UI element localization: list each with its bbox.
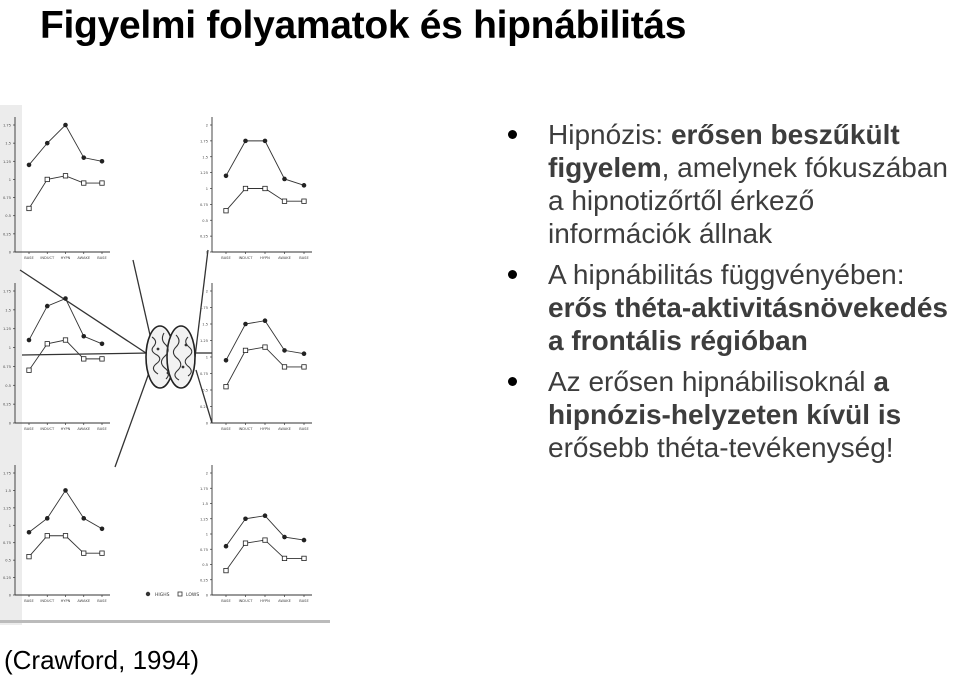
x-tick-label: BASE <box>221 256 231 260</box>
x-tick-label: BASE <box>97 427 107 431</box>
high-data-point <box>81 516 86 521</box>
x-tick-label: INDUCT <box>238 599 253 603</box>
x-tick-label: BASE <box>24 427 34 431</box>
low-data-point <box>82 551 86 555</box>
x-tick-label: BASE <box>299 599 309 603</box>
high-data-point <box>282 535 287 540</box>
x-tick-label: INDUCT <box>40 427 55 431</box>
y-tick-label: 1.5 <box>5 488 11 493</box>
high-data-point <box>243 139 248 144</box>
y-tick-label: 0.5 <box>5 214 11 219</box>
low-data-point <box>224 568 228 572</box>
x-tick-label: BASE <box>221 427 231 431</box>
y-tick-label: 1 <box>205 532 208 537</box>
high-data-point <box>81 334 86 339</box>
y-tick-label: 0.5 <box>202 563 208 567</box>
high-data-point <box>100 526 105 531</box>
x-tick-label: INDUCT <box>40 599 55 603</box>
high-data-point <box>302 538 307 543</box>
y-tick-label: 1.25 <box>2 327 11 332</box>
high-data-point <box>100 342 105 347</box>
bullet-list <box>508 118 958 472</box>
y-tick-label: 0 <box>8 250 11 255</box>
legend-high-label: HIGHS <box>155 593 170 598</box>
x-tick-label: HYPN <box>60 256 71 260</box>
high-data-point <box>45 516 50 521</box>
low-data-point <box>263 345 267 349</box>
bullet-bold-text: erős théta-aktivitásnövekedés a frontális régióban <box>548 292 948 356</box>
high-data-point <box>63 296 68 301</box>
low-data-point <box>302 556 306 560</box>
low-data-point <box>100 357 104 361</box>
figure-svg <box>0 105 330 625</box>
high-data-point <box>263 513 268 518</box>
x-tick-label: INDUCT <box>238 427 253 431</box>
high-data-point <box>63 488 68 493</box>
high-data-point <box>243 322 248 327</box>
y-tick-label: 0.75 <box>2 196 11 201</box>
y-tick-label: 1 <box>205 187 208 191</box>
y-tick-label: 0.5 <box>5 558 11 563</box>
low-data-point <box>27 368 31 372</box>
low-data-point <box>263 186 267 190</box>
x-tick-label: HYPN <box>260 427 270 431</box>
low-data-point <box>63 534 67 538</box>
x-tick-label: BASE <box>97 256 107 260</box>
x-tick-label: AWAKE <box>77 256 91 260</box>
y-tick-label: 1.75 <box>199 306 208 310</box>
low-data-point <box>82 357 86 361</box>
legend-low-label: LOWS <box>186 593 200 598</box>
bullet-item <box>508 365 958 464</box>
low-data-point <box>45 534 49 538</box>
x-tick-label: BASE <box>221 599 231 603</box>
x-tick-label: BASE <box>97 599 107 603</box>
y-tick-label: 1.75 <box>2 289 11 294</box>
legend-high-marker <box>146 592 150 596</box>
high-data-point <box>63 123 68 128</box>
x-tick-label: HYPN <box>260 256 270 260</box>
low-data-point <box>243 186 247 190</box>
y-tick-label: 0 <box>8 421 11 426</box>
high-data-point <box>81 155 86 160</box>
x-tick-label: AWAKE <box>77 427 91 431</box>
y-tick-label: 2 <box>205 471 208 476</box>
high-data-point <box>302 183 307 188</box>
low-data-point <box>82 181 86 185</box>
y-tick-label: 0.75 <box>2 364 11 369</box>
high-data-point <box>100 159 105 164</box>
y-tick-label: 0.25 <box>199 234 208 239</box>
high-data-point <box>263 318 268 323</box>
x-tick-label: AWAKE <box>278 427 291 431</box>
citation-caption: (Crawford, 1994) <box>4 645 200 675</box>
high-data-point <box>243 516 248 521</box>
high-data-point <box>302 351 307 356</box>
y-tick-label: 1.25 <box>199 517 208 522</box>
high-data-point <box>45 141 50 146</box>
y-tick-label: 0 <box>205 593 208 598</box>
slide-title: Figyelmi folyamatok és hipnábilitás <box>40 4 687 47</box>
x-tick-label: HYPN <box>60 599 71 603</box>
y-tick-label: 0.75 <box>199 547 208 552</box>
y-tick-label: 0.5 <box>5 383 11 388</box>
low-data-point <box>45 342 49 346</box>
y-tick-label: 1.5 <box>202 502 208 506</box>
low-data-point <box>263 538 267 542</box>
bullet-bold-text: a hipnózis-helyzeten kívül is <box>548 366 902 430</box>
high-data-point <box>27 530 32 535</box>
y-tick-label: 0.25 <box>2 232 11 237</box>
y-tick-label: 0.75 <box>2 541 11 546</box>
y-tick-label: 1.25 <box>2 159 11 164</box>
bullet-dot-icon <box>508 270 517 279</box>
y-tick-label: 0 <box>205 250 208 255</box>
high-data-point <box>224 358 229 363</box>
low-data-point <box>243 541 247 545</box>
y-tick-label: 1.75 <box>2 123 11 128</box>
x-tick-label: AWAKE <box>278 256 291 260</box>
low-data-point <box>27 206 31 210</box>
y-tick-label: 1.5 <box>202 322 208 327</box>
bullet-text: , amelynek fókuszában a hipnotizőrtől érkező információk állnak <box>548 152 948 249</box>
bullet-item <box>508 258 958 357</box>
bullet-text: Az erősen hipnábilisoknál <box>548 366 874 397</box>
y-tick-label: 0.75 <box>199 372 208 376</box>
low-data-point <box>282 365 286 369</box>
high-data-point <box>224 174 229 179</box>
y-tick-label: 1.75 <box>2 471 11 476</box>
y-tick-label: 1 <box>8 523 11 528</box>
high-data-point <box>282 348 287 353</box>
y-tick-label: 0 <box>205 421 208 426</box>
x-tick-label: AWAKE <box>77 599 91 603</box>
x-tick-label: BASE <box>24 599 34 603</box>
high-data-point <box>263 139 268 144</box>
y-tick-label: 1.75 <box>199 486 208 491</box>
low-data-point <box>243 348 247 352</box>
y-tick-label: 1.25 <box>2 506 11 511</box>
low-data-point <box>302 365 306 369</box>
y-tick-label: 0 <box>8 593 11 598</box>
y-tick-label: 0.25 <box>199 578 208 583</box>
bullet-text: Hipnózis: <box>548 119 671 150</box>
y-tick-label: 2 <box>205 123 208 128</box>
x-tick-label: BASE <box>299 427 309 431</box>
low-data-point <box>224 385 228 389</box>
high-data-point <box>27 163 32 168</box>
y-tick-label: 0.5 <box>202 388 208 393</box>
bullet-text: A hipnábilitás függvényében: <box>548 259 905 290</box>
y-tick-label: 0.25 <box>199 405 208 409</box>
y-tick-label: 1.5 <box>5 308 11 313</box>
bullet-dot-icon <box>508 130 517 139</box>
low-data-point <box>224 209 228 213</box>
high-data-point <box>27 338 32 343</box>
crawford-figure <box>0 105 330 625</box>
low-data-point <box>63 174 67 178</box>
x-tick-label: BASE <box>299 256 309 260</box>
y-tick-label: 0.25 <box>2 402 11 407</box>
y-tick-label: 1.5 <box>202 155 208 160</box>
y-tick-label: 1 <box>205 355 208 360</box>
y-tick-label: 0.75 <box>199 202 208 207</box>
bullet-bold-text: erősen beszűkült figyelem <box>548 119 900 183</box>
y-tick-label: 0.5 <box>202 218 208 223</box>
low-data-point <box>282 556 286 560</box>
y-tick-label: 1 <box>8 346 11 351</box>
x-tick-label: HYPN <box>260 599 270 603</box>
x-tick-label: HYPN <box>60 427 71 431</box>
high-data-point <box>224 544 229 549</box>
low-data-point <box>27 554 31 558</box>
bullet-item <box>508 118 958 250</box>
low-data-point <box>100 181 104 185</box>
y-tick-label: 2 <box>205 289 208 294</box>
low-data-point <box>302 199 306 203</box>
x-tick-label: BASE <box>24 256 34 260</box>
low-data-point <box>100 551 104 555</box>
x-tick-label: INDUCT <box>238 256 253 260</box>
high-data-point <box>282 177 287 182</box>
low-data-point <box>63 338 67 342</box>
y-tick-label: 1.5 <box>5 141 11 146</box>
low-data-point <box>282 199 286 203</box>
high-data-point <box>45 304 50 309</box>
bullet-text: erősebb théta-tevékenység! <box>548 432 894 463</box>
x-tick-label: AWAKE <box>278 599 291 603</box>
x-tick-label: INDUCT <box>40 256 55 260</box>
bullet-dot-icon <box>508 377 517 386</box>
y-tick-label: 1.25 <box>199 171 208 176</box>
y-tick-label: 1.75 <box>199 139 208 144</box>
y-tick-label: 1 <box>8 177 11 182</box>
y-tick-label: 1.25 <box>199 339 208 343</box>
low-data-point <box>45 177 49 181</box>
y-tick-label: 0.25 <box>2 576 11 581</box>
